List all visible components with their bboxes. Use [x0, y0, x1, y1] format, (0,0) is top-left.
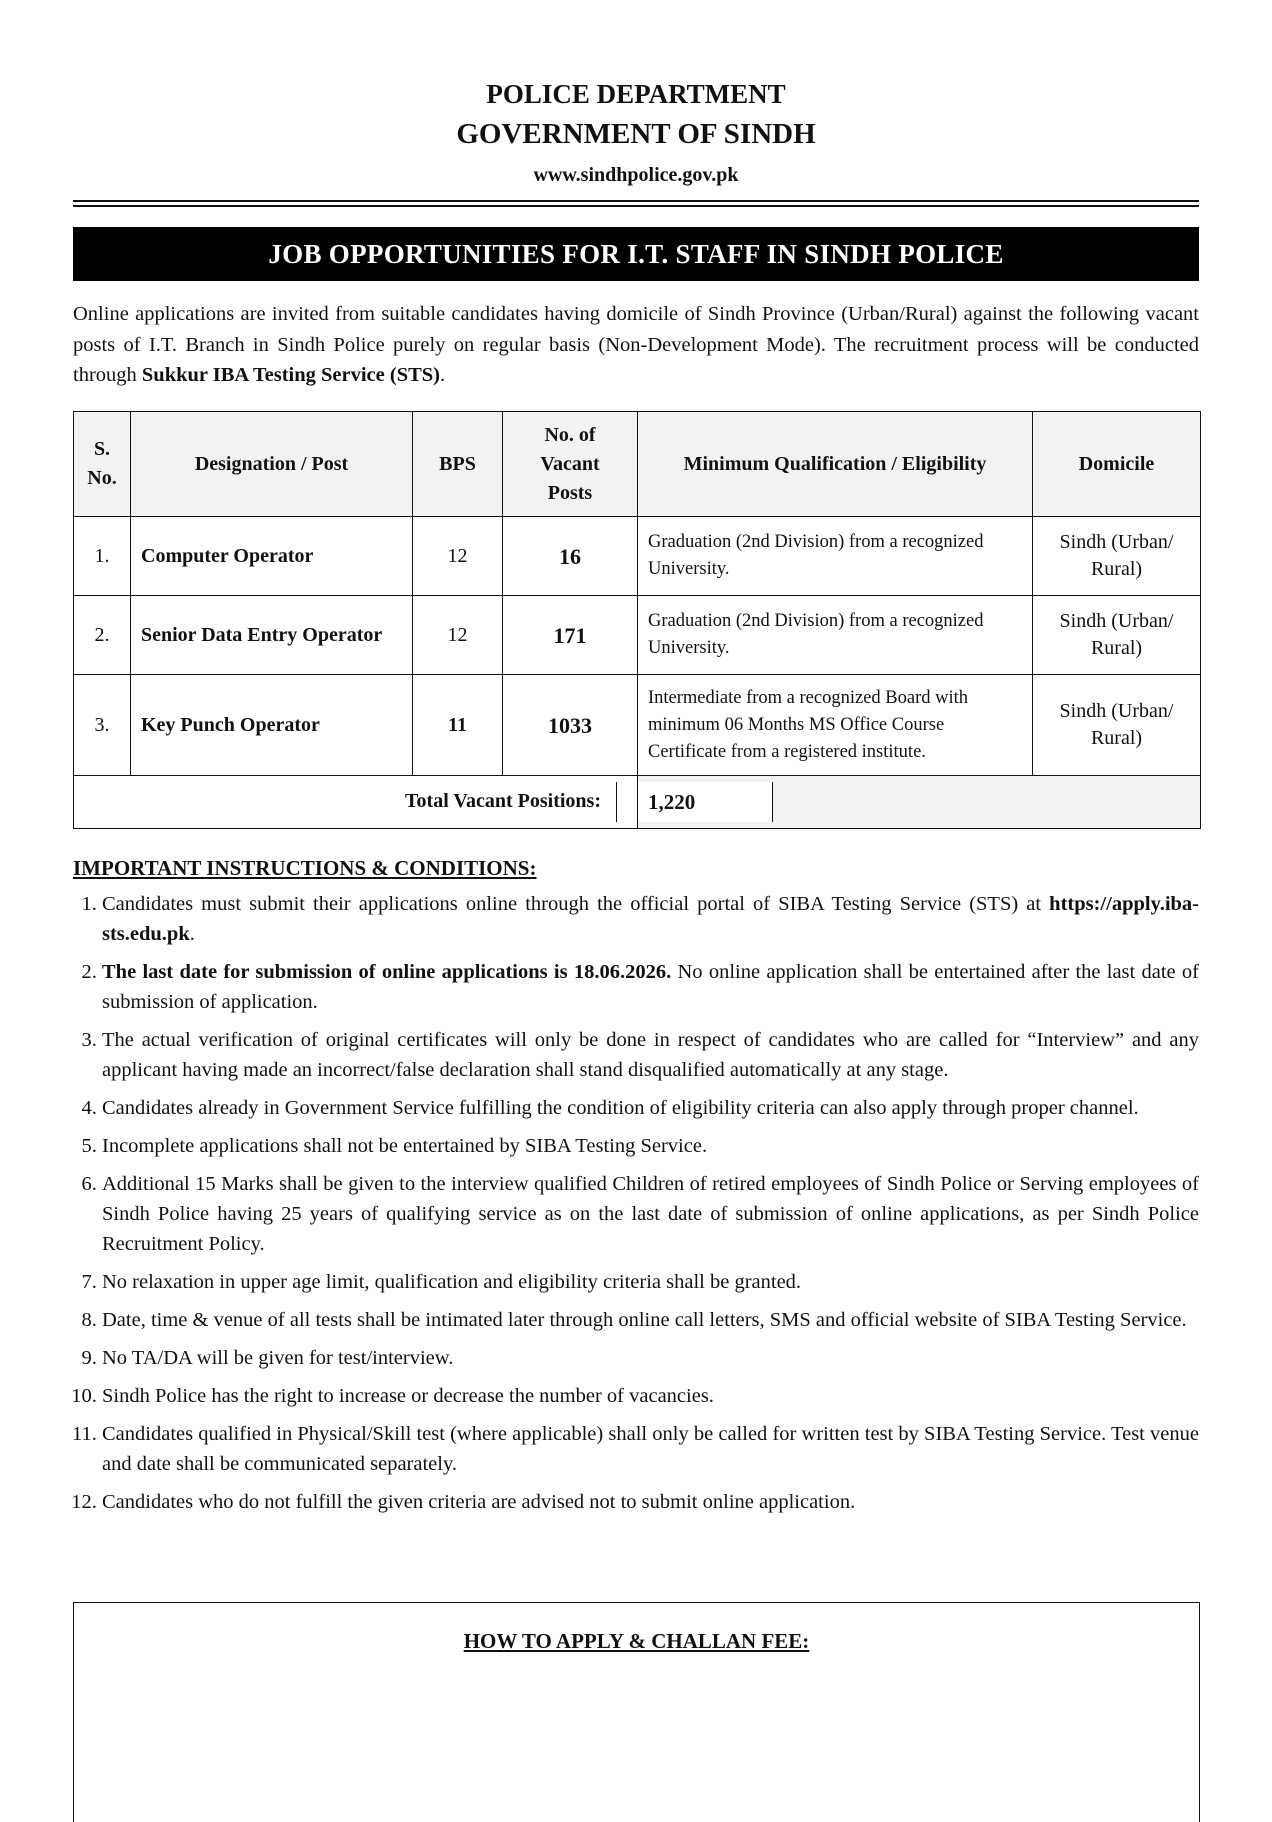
col-header-vacant-posts: No. of Vacant Posts	[503, 412, 638, 517]
header-divider	[73, 200, 1199, 207]
list-item: 12. Candidates who do not fulfill the given criteria are advised not to submit online application.	[102, 1487, 1199, 1517]
row-vacant-posts: 16	[503, 517, 638, 596]
total-label-cell	[74, 776, 638, 829]
list-item: 11. Candidates qualified in Physical/Skill test (where applicable) shall only be called for written test by SIBA Testing Service. Test venue and date shall be communicated separately.	[102, 1419, 1199, 1479]
letterhead	[73, 0, 1199, 190]
row-qualification: Graduation (2nd Division) from a recognized University.	[638, 517, 1033, 596]
ad-title-banner: JOB OPPORTUNITIES FOR I.T. STAFF IN SINDH POLICE	[73, 227, 1199, 281]
instructions-heading: IMPORTANT INSTRUCTIONS & CONDITIONS:	[73, 856, 537, 880]
instructions-list	[73, 889, 1199, 1517]
website-text: www.sindhpolice.gov.pk	[533, 164, 739, 186]
list-item: 2. The last date for submission of online applications is 18.06.2026. No online application shall be entertained after the last date of submission of application.	[102, 957, 1199, 1017]
list-item: 8. Date, time & venue of all tests shall be intimated later through online call letters, SMS and official website of SIBA Testing Service.	[102, 1305, 1199, 1335]
table-row	[74, 675, 1201, 776]
how-to-apply-heading: HOW TO APPLY & CHALLAN FEE:	[463, 1629, 810, 1653]
intro-testing-service: Sukkur IBA Testing Service (STS)	[141, 364, 441, 386]
row-domicile: Sindh (Urban/ Rural)	[1033, 517, 1201, 596]
total-row	[74, 776, 1201, 829]
row-sno: 3.	[74, 675, 131, 776]
table-row	[74, 596, 1201, 675]
row-post: Key Punch Operator	[131, 675, 413, 776]
list-item: 6. Additional 15 Marks shall be given to the interview qualified Children of retired employees of Sindh Police or Serving employees of Sindh Police having 25 years of qualifying service as on the last date of submission of online applications, as per Sindh Police Recruitment Policy.	[102, 1169, 1199, 1259]
list-item: 7. No relaxation in upper age limit, qualification and eligibility criteria shall be granted.	[102, 1267, 1199, 1297]
col-header-sno: S. No.	[74, 412, 131, 517]
row-bps: 12	[413, 596, 503, 675]
intro-paragraph	[73, 299, 1199, 391]
list-item: 9. No TA/DA will be given for test/interview.	[102, 1343, 1199, 1373]
row-vacant-posts: 171	[503, 596, 638, 675]
row-qualification: Graduation (2nd Division) from a recognized University.	[638, 596, 1033, 675]
intro-end: .	[440, 364, 446, 386]
total-empty-cell	[773, 782, 1200, 822]
table-row	[74, 517, 1201, 596]
list-item: 5. Incomplete applications shall not be entertained by SIBA Testing Service.	[102, 1131, 1199, 1161]
col-header-designation: Designation / Post	[131, 412, 413, 517]
how-to-apply-box	[73, 1602, 1200, 1822]
total-value: 1,220	[638, 782, 773, 822]
row-domicile: Sindh (Urban/ Rural)	[1033, 596, 1201, 675]
row-sno: 2.	[74, 596, 131, 675]
row-vacant-posts: 1033	[503, 675, 638, 776]
intro-text: Online applications are invited from suitable candidates having domicile of Sindh Province (Urban/Rural) against the following vacant posts of I.T. Branch in Sindh Police purely on regular basis (Non-Development Mode). The recruitment process will be conducted through	[73, 303, 1199, 386]
col-header-domicile: Domicile	[1033, 412, 1201, 517]
list-item: 3. The actual verification of original certificates will only be done in respect of candidates who are called for “Interview” and any applicant having made an incorrect/false declaration shall stand disqualified automatically at any stage.	[102, 1025, 1199, 1085]
government-name: GOVERNMENT OF SINDH	[456, 118, 816, 150]
col-header-bps: BPS	[413, 412, 503, 517]
row-qualification: Intermediate from a recognized Board with minimum 06 Months MS Office Course Certificate from a registered institute.	[638, 675, 1033, 776]
vacancies-table	[73, 411, 1201, 829]
last-date-notice: The last date for submission of online applications is 18.06.2026.	[102, 961, 672, 983]
list-item: 4. Candidates already in Government Service fulfilling the condition of eligibility criteria can also apply through proper channel.	[102, 1093, 1199, 1123]
row-post: Computer Operator	[131, 517, 413, 596]
department-name: POLICE DEPARTMENT	[486, 79, 786, 109]
col-header-qualification: Minimum Qualification / Eligibility	[638, 412, 1033, 517]
row-sno: 1.	[74, 517, 131, 596]
row-bps: 11	[413, 675, 503, 776]
row-post: Senior Data Entry Operator	[131, 596, 413, 675]
row-domicile: Sindh (Urban/ Rural)	[1033, 675, 1201, 776]
total-label: Total Vacant Positions:	[405, 789, 601, 812]
list-item: 10. Sindh Police has the right to increase or decrease the number of vacancies.	[102, 1381, 1199, 1411]
row-bps: 12	[413, 517, 503, 596]
application-portal-url: https://apply.iba-sts.edu.pk	[102, 893, 1199, 945]
total-value-cell	[638, 776, 1201, 829]
list-item: 1. Candidates must submit their applications online through the official portal of SIBA Testing Service (STS) at https://apply.iba-sts.edu.pk.	[102, 889, 1199, 949]
table-header-row	[74, 412, 1201, 517]
